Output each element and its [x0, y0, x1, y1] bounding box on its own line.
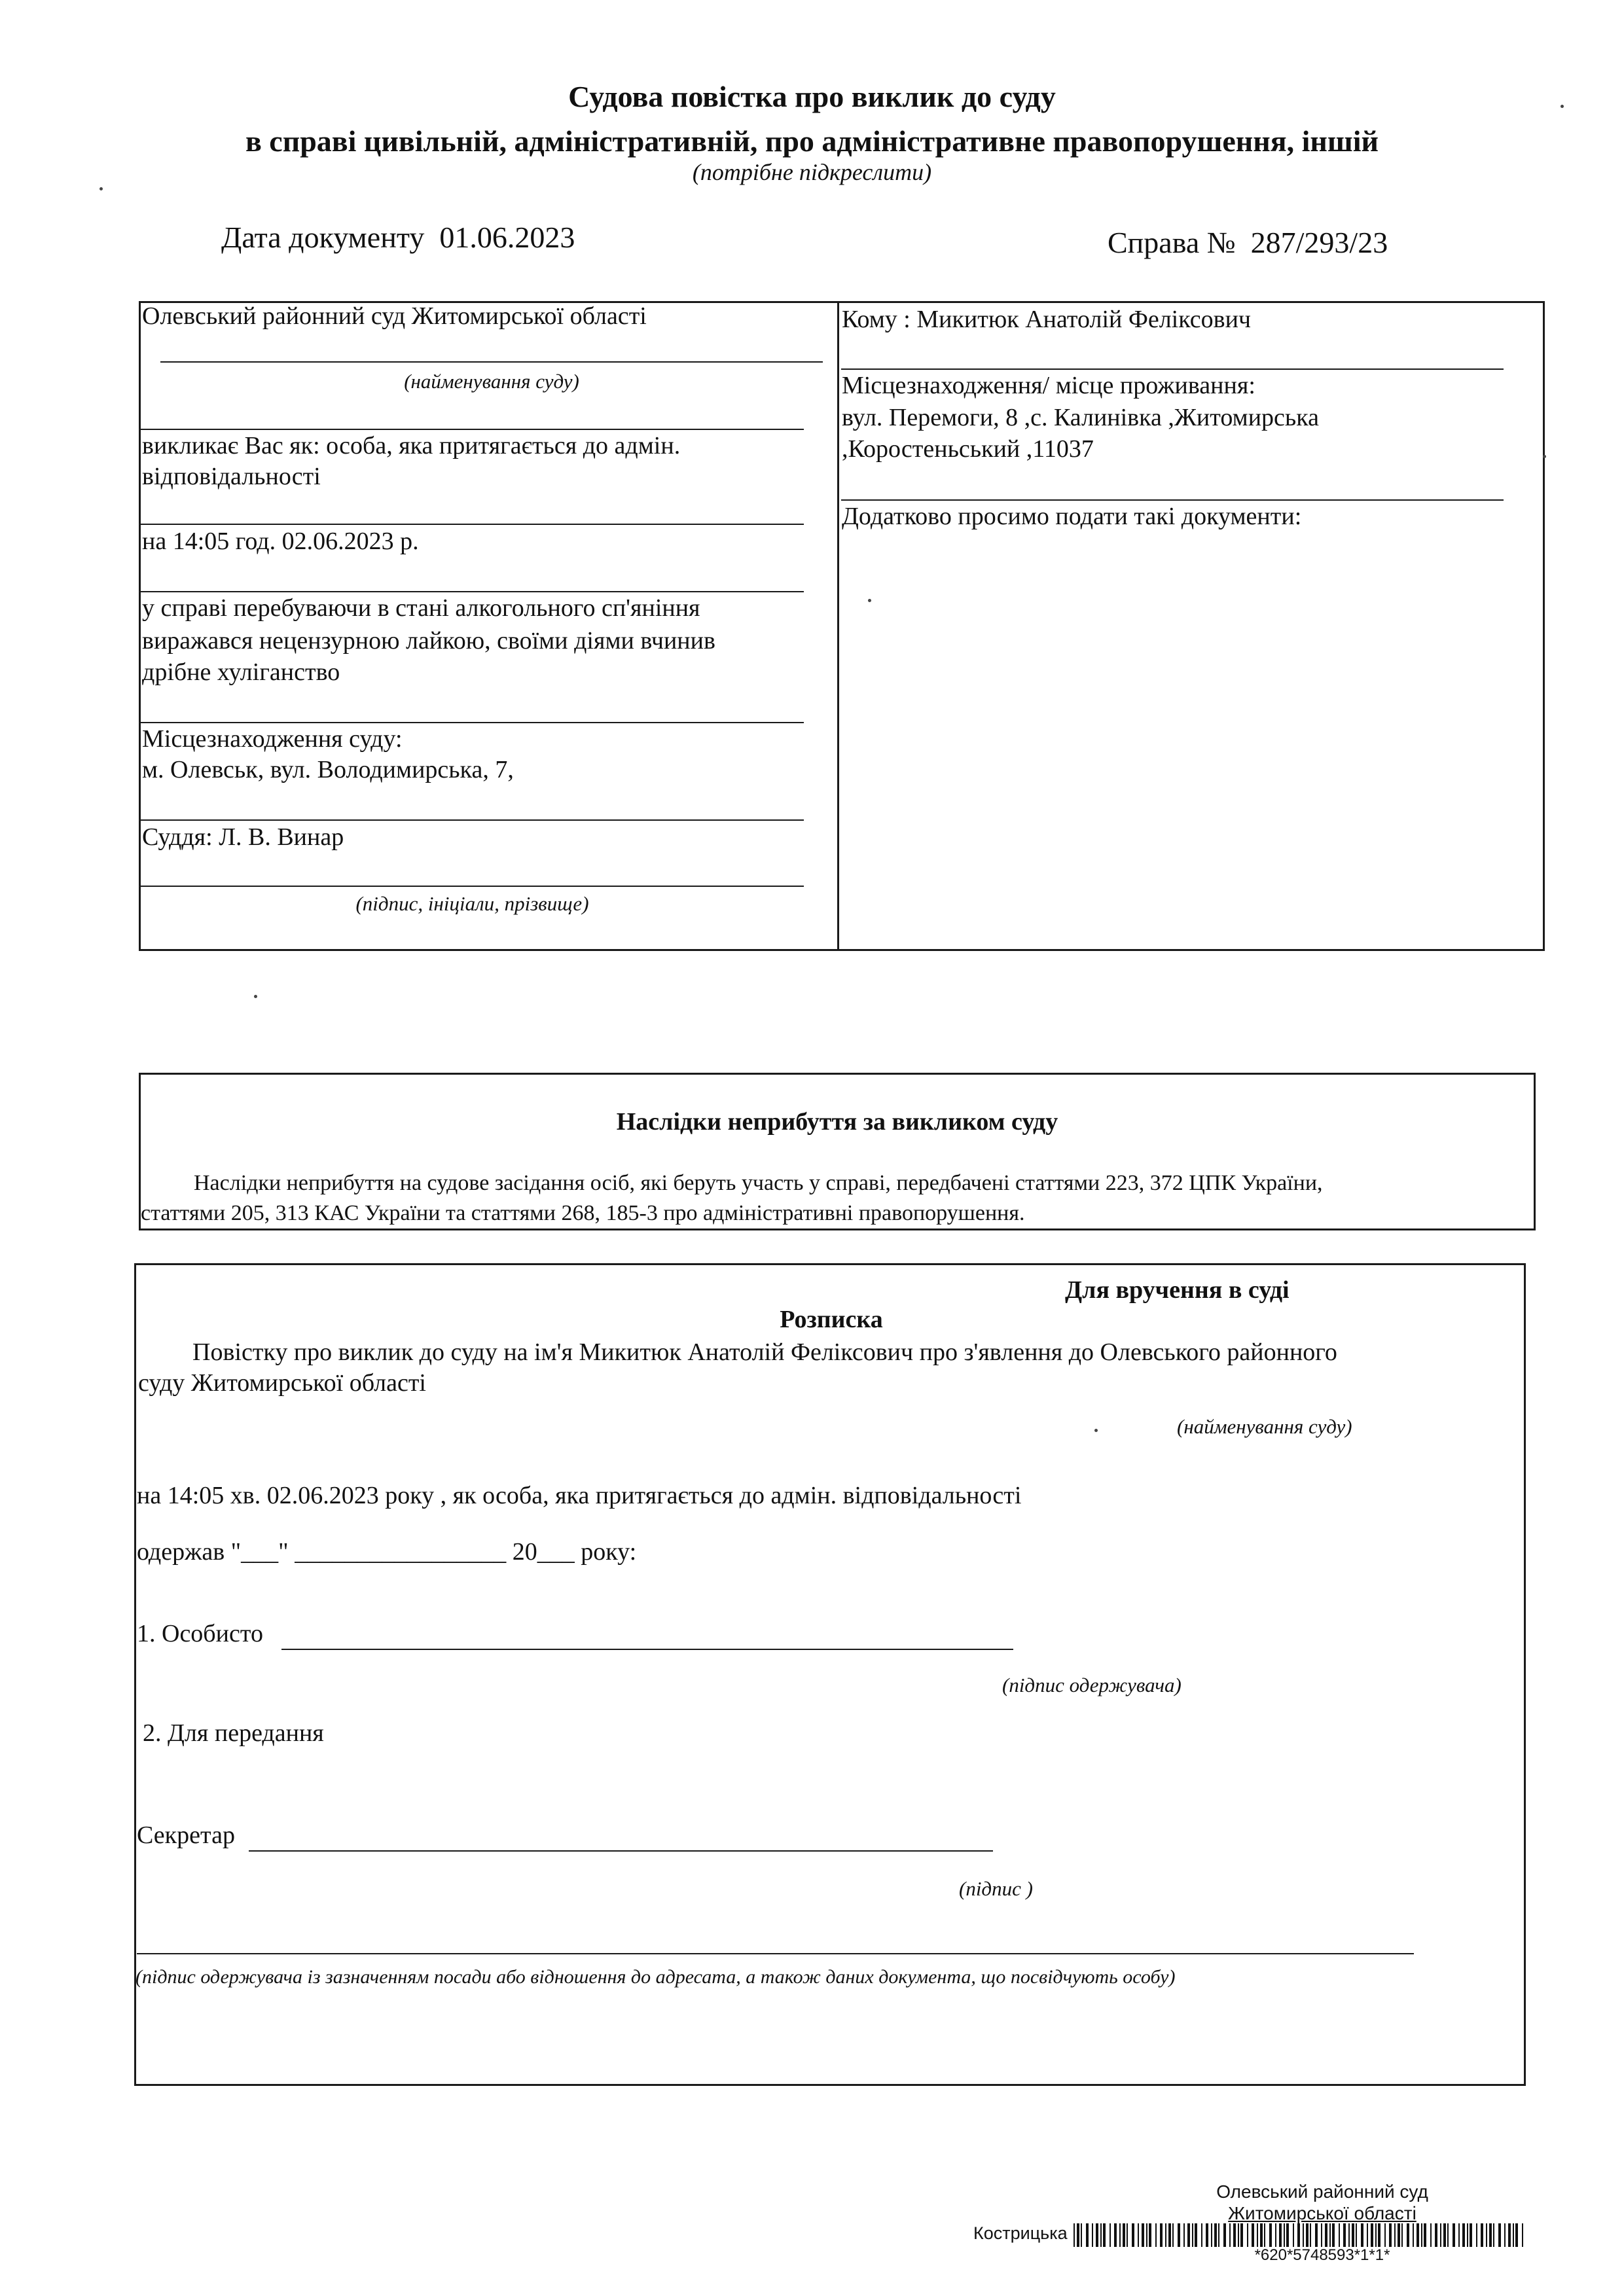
receipt-hearing-time: на 14:05 хв. 02.06.2023 року , як особа, яка притягається до адмін. відповідальності — [137, 1482, 1022, 1509]
residence-label: Місцезнаходження/ місце проживання: — [842, 372, 1255, 399]
footer-signature-line — [137, 1953, 1414, 1954]
document-date — [221, 221, 575, 255]
summons-role-line2: відповідальності — [142, 463, 321, 490]
separator-line — [141, 722, 804, 723]
scan-speck — [1561, 105, 1564, 108]
document-title-line1: Судова повістка про виклик до суду — [568, 80, 1056, 113]
summons-role-line1: викликає Вас як: особа, яка притягається до адмін. — [142, 432, 681, 459]
footer-signature-caption: (підпис одержувача із зазначенням посади або відношення до адресата, а також даних документа, що посвідчують особу) — [135, 1966, 1176, 1988]
separator-line — [141, 591, 804, 592]
judge-name: Суддя: Л. В. Винар — [142, 823, 344, 851]
for-court-delivery: Для вручення в суді — [1065, 1276, 1290, 1304]
separator-line — [141, 819, 804, 821]
judge-signature-caption: (підпис, ініціали, прізвище) — [355, 892, 589, 915]
secretary-signature-line — [249, 1850, 993, 1852]
document-title-note: (потрібне підкреслити) — [692, 159, 932, 185]
separator-line — [141, 429, 804, 430]
separator-line — [841, 368, 1504, 370]
court-name-caption: (найменування суду) — [404, 370, 579, 393]
scan-speck — [99, 187, 103, 190]
personal-signature-line — [281, 1649, 1013, 1650]
personally-label: 1. Особисто — [137, 1620, 263, 1647]
secretary-label: Секретар — [137, 1821, 235, 1849]
document-date-label: Дата документу — [221, 221, 425, 254]
recipient-name: Кому : Микитюк Анатолій Феліксович — [842, 306, 1252, 333]
document-date-value: 01.06.2023 — [439, 221, 575, 254]
barcode-text: *620*5748593*1*1* — [1254, 2246, 1390, 2264]
residence-line2: ,Коростеньський ,11037 — [842, 435, 1094, 463]
case-description-line1: у справі перебуваючи в стані алкогольного сп'яніння — [142, 594, 700, 622]
court-name-underline — [160, 361, 823, 363]
scan-speck — [868, 599, 871, 602]
recipient-signature-caption: (підпис одержувача) — [1002, 1674, 1182, 1696]
consequences-text-line2: статтями 205, 313 КАС України та статтями 268, 185-3 про адміністративні правопорушення. — [141, 1201, 1025, 1225]
additional-documents: Додатково просимо подати такі документи: — [842, 503, 1302, 530]
receipt-text-line2: суду Житомирської області — [138, 1369, 426, 1397]
judge-signature-line — [141, 886, 804, 887]
stamp-court-line2: Житомирської області — [1228, 2203, 1416, 2223]
barcode-icon — [1074, 2223, 1532, 2247]
residence-line1: вул. Перемоги, 8 ,с. Калинівка ,Житомирська — [842, 404, 1319, 431]
separator-line — [841, 499, 1504, 501]
document-title-line2: в справі цивільній, адміністративній, про адміністративне правопорушення, іншій — [245, 124, 1379, 158]
case-number — [1108, 226, 1388, 260]
secretary-signature-caption: (підпис ) — [959, 1877, 1033, 1900]
consequences-title: Наслідки неприбуття за викликом суду — [616, 1108, 1058, 1136]
summons-divider — [837, 301, 839, 951]
hearing-time: на 14:05 год. 02.06.2023 р. — [142, 528, 419, 555]
case-number-value: 287/293/23 — [1250, 226, 1388, 259]
receipt-text-line1: Повістку про виклик до суду на ім'я Микитюк Анатолій Феліксович про з'явлення до Олевського районного — [192, 1338, 1337, 1366]
stamp-court-line1: Олевський районний суд — [1216, 2181, 1428, 2202]
separator-line — [141, 524, 804, 525]
court-name: Олевський районний суд Житомирської області — [142, 302, 647, 330]
case-number-label: Справа № — [1108, 226, 1236, 259]
for-transfer-label: 2. Для передання — [143, 1719, 324, 1747]
case-description-line2: виражався нецензурною лайкою, своїми діями вчинив — [142, 627, 715, 655]
consequences-text-line1: Наслідки неприбуття на судове засідання осіб, які беруть участь у справі, передбачені статтями 223, 372 ЦПК України, — [194, 1171, 1323, 1195]
receipt-title: Розписка — [780, 1306, 883, 1333]
case-description-line3: дрібне хуліганство — [142, 658, 340, 686]
scan-speck — [254, 995, 257, 998]
court-location-value: м. Олевськ, вул. Володимирська, 7, — [142, 756, 514, 783]
court-location-label: Місцезнаходження суду: — [142, 725, 403, 753]
clerk-name: Кострицька — [973, 2223, 1068, 2243]
receipt-court-caption: (найменування суду) — [1177, 1415, 1352, 1438]
scan-speck — [1543, 455, 1546, 458]
scan-speck — [1094, 1429, 1098, 1432]
received-date-line: одержав "___" _________________ 20___ року: — [137, 1538, 637, 1566]
